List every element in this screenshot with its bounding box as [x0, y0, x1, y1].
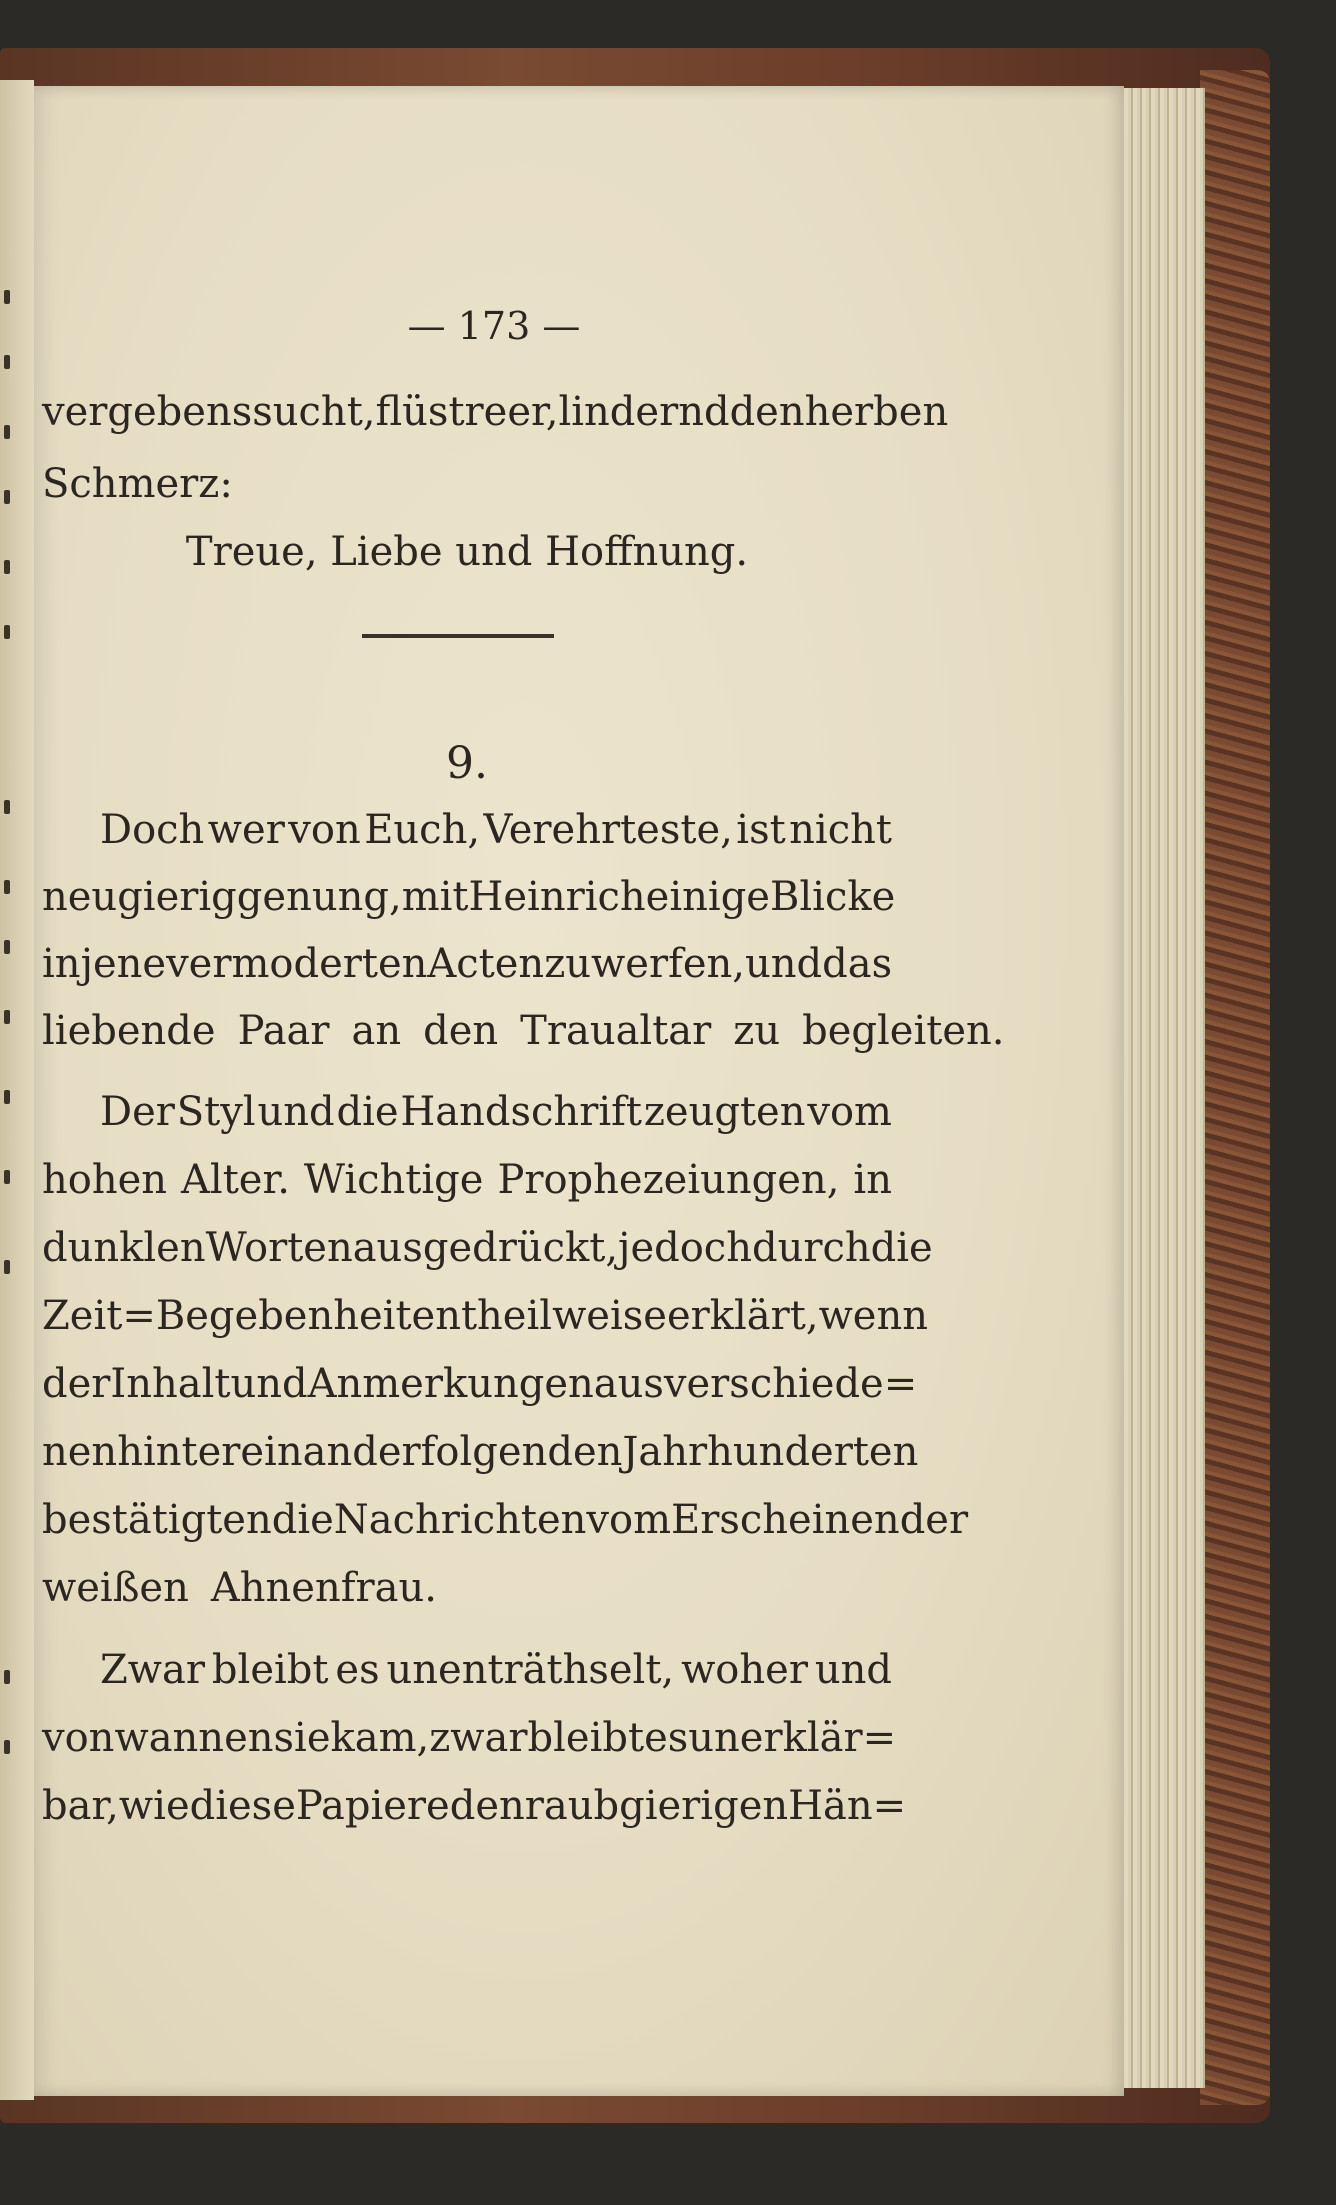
- text-line: [42, 1222, 933, 1274]
- text-line: [42, 1562, 892, 1614]
- word: folgenden: [420, 1429, 623, 1475]
- word: und: [745, 941, 823, 987]
- book-page: [34, 86, 1124, 2096]
- word: genung,: [236, 874, 402, 920]
- word: und: [230, 1361, 308, 1407]
- word: aus: [593, 1361, 664, 1407]
- word: es: [644, 1715, 689, 1761]
- word: kam,: [330, 1715, 430, 1761]
- word: und: [814, 1647, 892, 1693]
- word: Zwar: [100, 1647, 205, 1693]
- text-line: [42, 1086, 892, 1138]
- word: Wichtige: [303, 1157, 484, 1203]
- word: Ahnenfrau.: [210, 1565, 437, 1611]
- text-line: [42, 938, 892, 990]
- word: durch: [751, 1225, 871, 1271]
- word: Heinrich: [468, 874, 646, 920]
- text-line: [42, 1426, 919, 1478]
- word: zwar: [429, 1715, 528, 1761]
- word: zu: [733, 1008, 781, 1054]
- ink-mark: [4, 355, 10, 369]
- ink-mark: [4, 1670, 10, 1684]
- word: der: [899, 1497, 969, 1543]
- word: Erscheinen: [671, 1497, 900, 1543]
- word: Handschrift: [400, 1089, 642, 1135]
- ink-mark: [4, 1260, 10, 1274]
- word: Prophezeiungen,: [497, 1157, 840, 1203]
- word: der: [42, 1361, 111, 1407]
- word: hohen: [42, 1157, 168, 1203]
- ink-mark: [4, 1010, 10, 1024]
- word: Schmerz:: [42, 461, 233, 507]
- word: nicht: [789, 807, 892, 853]
- word: theilweise: [460, 1293, 667, 1339]
- word: den: [729, 389, 805, 435]
- section-number: 9.: [446, 738, 488, 789]
- word: Styl: [176, 1089, 256, 1135]
- text-line: [42, 1780, 907, 1832]
- text-line: [42, 458, 892, 510]
- word: wannen: [114, 1715, 274, 1761]
- word: raubgierigen: [524, 1783, 789, 1829]
- word: an: [351, 1008, 402, 1054]
- word: das: [822, 941, 893, 987]
- word: Jahrhunderten: [622, 1429, 919, 1475]
- book-cover-edge: [1200, 70, 1270, 2105]
- word: bleibt: [211, 1647, 329, 1693]
- word: den: [449, 1783, 525, 1829]
- word: bleibt: [527, 1715, 645, 1761]
- word: erklärt,: [666, 1293, 819, 1339]
- word: zeugten: [643, 1089, 806, 1135]
- ink-mark: [4, 560, 10, 574]
- text-line: [42, 1712, 897, 1764]
- word: wie: [118, 1783, 190, 1829]
- motto: Treue, Liebe und Hoffnung.: [185, 529, 749, 575]
- ink-mark: [4, 1170, 10, 1184]
- word: zu: [544, 941, 592, 987]
- page-edges: [1110, 88, 1205, 2088]
- facing-page-edge: [0, 80, 34, 2100]
- word: hintereinander: [117, 1429, 421, 1475]
- text-line: [42, 1358, 918, 1410]
- word: verschiede=: [663, 1361, 918, 1407]
- word: begleiten.: [802, 1008, 1005, 1054]
- text-line: [42, 1154, 892, 1206]
- word: unenträthselt,: [386, 1647, 675, 1693]
- word: in: [853, 1157, 892, 1203]
- ink-mark: [4, 880, 10, 894]
- ink-mark: [4, 625, 10, 639]
- text-line: [42, 804, 892, 856]
- word: ausgedrückt,: [352, 1225, 619, 1271]
- word: Blicke: [769, 874, 896, 920]
- word: Worten: [205, 1225, 353, 1271]
- text-line: [42, 1290, 928, 1342]
- word: Paar: [237, 1008, 330, 1054]
- word: mit: [401, 874, 469, 920]
- text-line: [42, 386, 949, 438]
- word: liebende: [42, 1008, 216, 1054]
- word: Alter.: [181, 1157, 290, 1203]
- word: Euch,: [364, 807, 481, 853]
- word: den: [423, 1008, 499, 1054]
- ink-mark: [4, 940, 10, 954]
- word: Verehrteste,: [483, 807, 733, 853]
- word: die: [271, 1497, 334, 1543]
- word: Nachrichten: [333, 1497, 587, 1543]
- word: flüstre: [375, 389, 508, 435]
- text-line: [42, 871, 896, 923]
- word: Acten: [427, 941, 545, 987]
- ink-mark: [4, 290, 10, 304]
- word: sie: [273, 1715, 331, 1761]
- word: bar,: [42, 1783, 119, 1829]
- section-divider: [362, 634, 554, 638]
- word: herben: [804, 389, 949, 435]
- word: von: [288, 807, 361, 853]
- word: nen: [42, 1429, 118, 1475]
- word: diese: [189, 1783, 296, 1829]
- word: lindernd: [558, 389, 730, 435]
- word: Hän=: [788, 1783, 907, 1829]
- word: vom: [586, 1497, 672, 1543]
- word: vermoderten: [166, 941, 428, 987]
- word: jene: [80, 941, 167, 987]
- word: Papiere: [295, 1783, 450, 1829]
- word: Anmerkungen: [307, 1361, 594, 1407]
- word: es: [335, 1647, 380, 1693]
- ink-mark: [4, 1740, 10, 1754]
- word: unerklär=: [688, 1715, 897, 1761]
- text-line: [42, 1494, 969, 1546]
- word: Inhalt: [110, 1361, 231, 1407]
- word: von: [42, 1715, 115, 1761]
- word: neugierig: [42, 874, 237, 920]
- word: wer: [207, 807, 285, 853]
- ink-mark: [4, 490, 10, 504]
- text-line: [42, 1005, 1005, 1057]
- word: woher: [681, 1647, 808, 1693]
- word: einige: [645, 874, 770, 920]
- word: und: [257, 1089, 335, 1135]
- word: jedoch: [618, 1225, 752, 1271]
- word: Der: [100, 1089, 175, 1135]
- text-line: [42, 1644, 892, 1696]
- word: dunklen: [42, 1225, 206, 1271]
- word: werfen,: [591, 941, 746, 987]
- word: weißen: [42, 1565, 189, 1611]
- word: in: [42, 941, 81, 987]
- ink-mark: [4, 425, 10, 439]
- word: wenn: [818, 1293, 928, 1339]
- word: die: [336, 1089, 399, 1135]
- ink-mark: [4, 1090, 10, 1104]
- word: Zeit=Begebenheiten: [42, 1293, 461, 1339]
- word: sucht,: [252, 389, 376, 435]
- word: vom: [807, 1089, 892, 1135]
- word: vergebens: [42, 389, 253, 435]
- word: er,: [507, 389, 559, 435]
- word: Doch: [100, 807, 205, 853]
- word: ist: [736, 807, 786, 853]
- word: die: [870, 1225, 933, 1271]
- word: Traualtar: [520, 1008, 712, 1054]
- ink-mark: [4, 800, 10, 814]
- page-number: — 173 —: [407, 304, 581, 348]
- word: bestätigten: [42, 1497, 272, 1543]
